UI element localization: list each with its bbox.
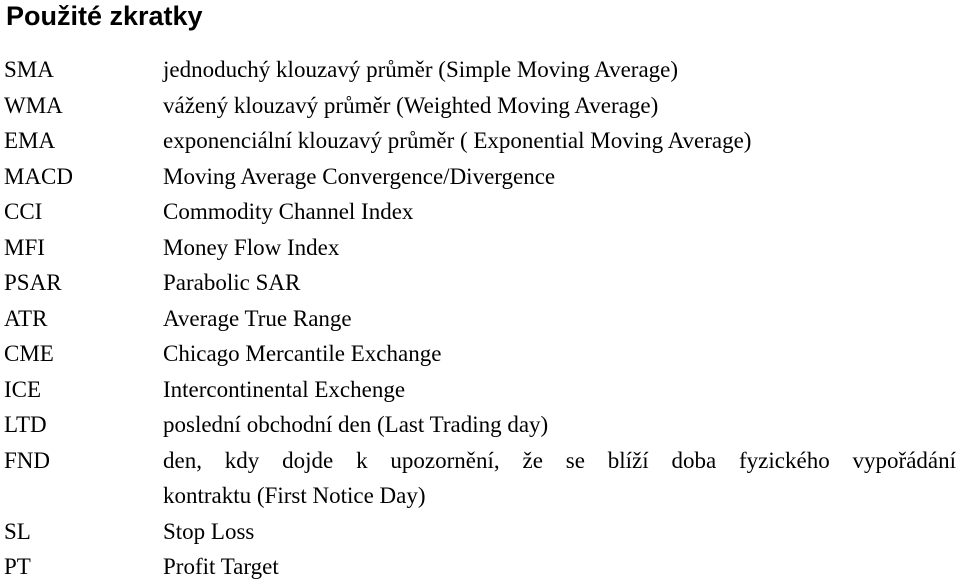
abbreviation-description: Money Flow Index <box>163 234 340 260</box>
abbreviation-row <box>0 443 960 514</box>
abbreviation-row <box>0 372 960 408</box>
abbreviation-row <box>0 123 960 159</box>
abbreviation-row <box>0 301 960 337</box>
abbreviation-description: Intercontinental Exchenge <box>163 376 406 402</box>
abbreviation-term: LTD <box>4 412 47 437</box>
abbreviation-description: Average True Range <box>163 305 352 331</box>
abbreviation-term: PSAR <box>4 270 62 295</box>
abbreviation-description-line: kontraktu (First Notice Day) <box>163 483 426 508</box>
abbreviation-row <box>0 336 960 372</box>
abbreviation-description: Commodity Channel Index <box>163 199 414 224</box>
abbreviation-term: SMA <box>4 57 54 82</box>
abbreviation-row <box>0 159 960 195</box>
abbreviation-list <box>0 52 960 585</box>
abbreviation-term: SL <box>4 518 31 544</box>
abbreviation-term: PT <box>4 554 31 579</box>
page-title: Použité zkratky <box>6 1 203 31</box>
abbreviation-row <box>0 230 960 266</box>
abbreviation-row <box>0 265 960 301</box>
abbreviation-description-line: den, kdy dojde k upozornění, že se blíží doba fyzického vypořádání <box>163 447 956 473</box>
abbreviation-row <box>0 88 960 124</box>
abbreviation-term: FND <box>4 447 51 473</box>
abbreviation-row <box>0 514 960 550</box>
abbreviation-term: WMA <box>4 92 63 118</box>
abbreviation-term: MFI <box>4 234 45 260</box>
abbreviation-description: exponenciální klouzavý průměr ( Exponential Moving Average) <box>163 128 752 153</box>
abbreviation-term: CME <box>4 341 54 366</box>
abbreviation-description: Moving Average Convergence/Divergence <box>163 163 556 189</box>
abbreviation-description <box>163 443 956 514</box>
abbreviation-term: ICE <box>4 376 42 402</box>
abbreviation-term: EMA <box>4 128 56 153</box>
abbreviation-description: Profit Target <box>163 554 279 579</box>
abbreviation-row <box>0 194 960 230</box>
abbreviation-row <box>0 52 960 88</box>
abbreviation-description: Stop Loss <box>163 518 255 544</box>
abbreviation-term: MACD <box>4 163 74 189</box>
abbreviation-description: poslední obchodní den (Last Trading day) <box>163 412 549 437</box>
abbreviation-description: vážený klouzavý průměr (Weighted Moving Average) <box>163 92 659 118</box>
abbreviation-description: Chicago Mercantile Exchange <box>163 341 442 366</box>
abbreviation-row <box>0 549 960 585</box>
abbreviation-term: ATR <box>4 305 48 331</box>
abbreviation-description: jednoduchý klouzavý průměr (Simple Moving Average) <box>163 57 679 82</box>
abbreviation-term: CCI <box>4 199 43 224</box>
abbreviation-row <box>0 407 960 443</box>
abbreviation-description: Parabolic SAR <box>163 270 301 295</box>
